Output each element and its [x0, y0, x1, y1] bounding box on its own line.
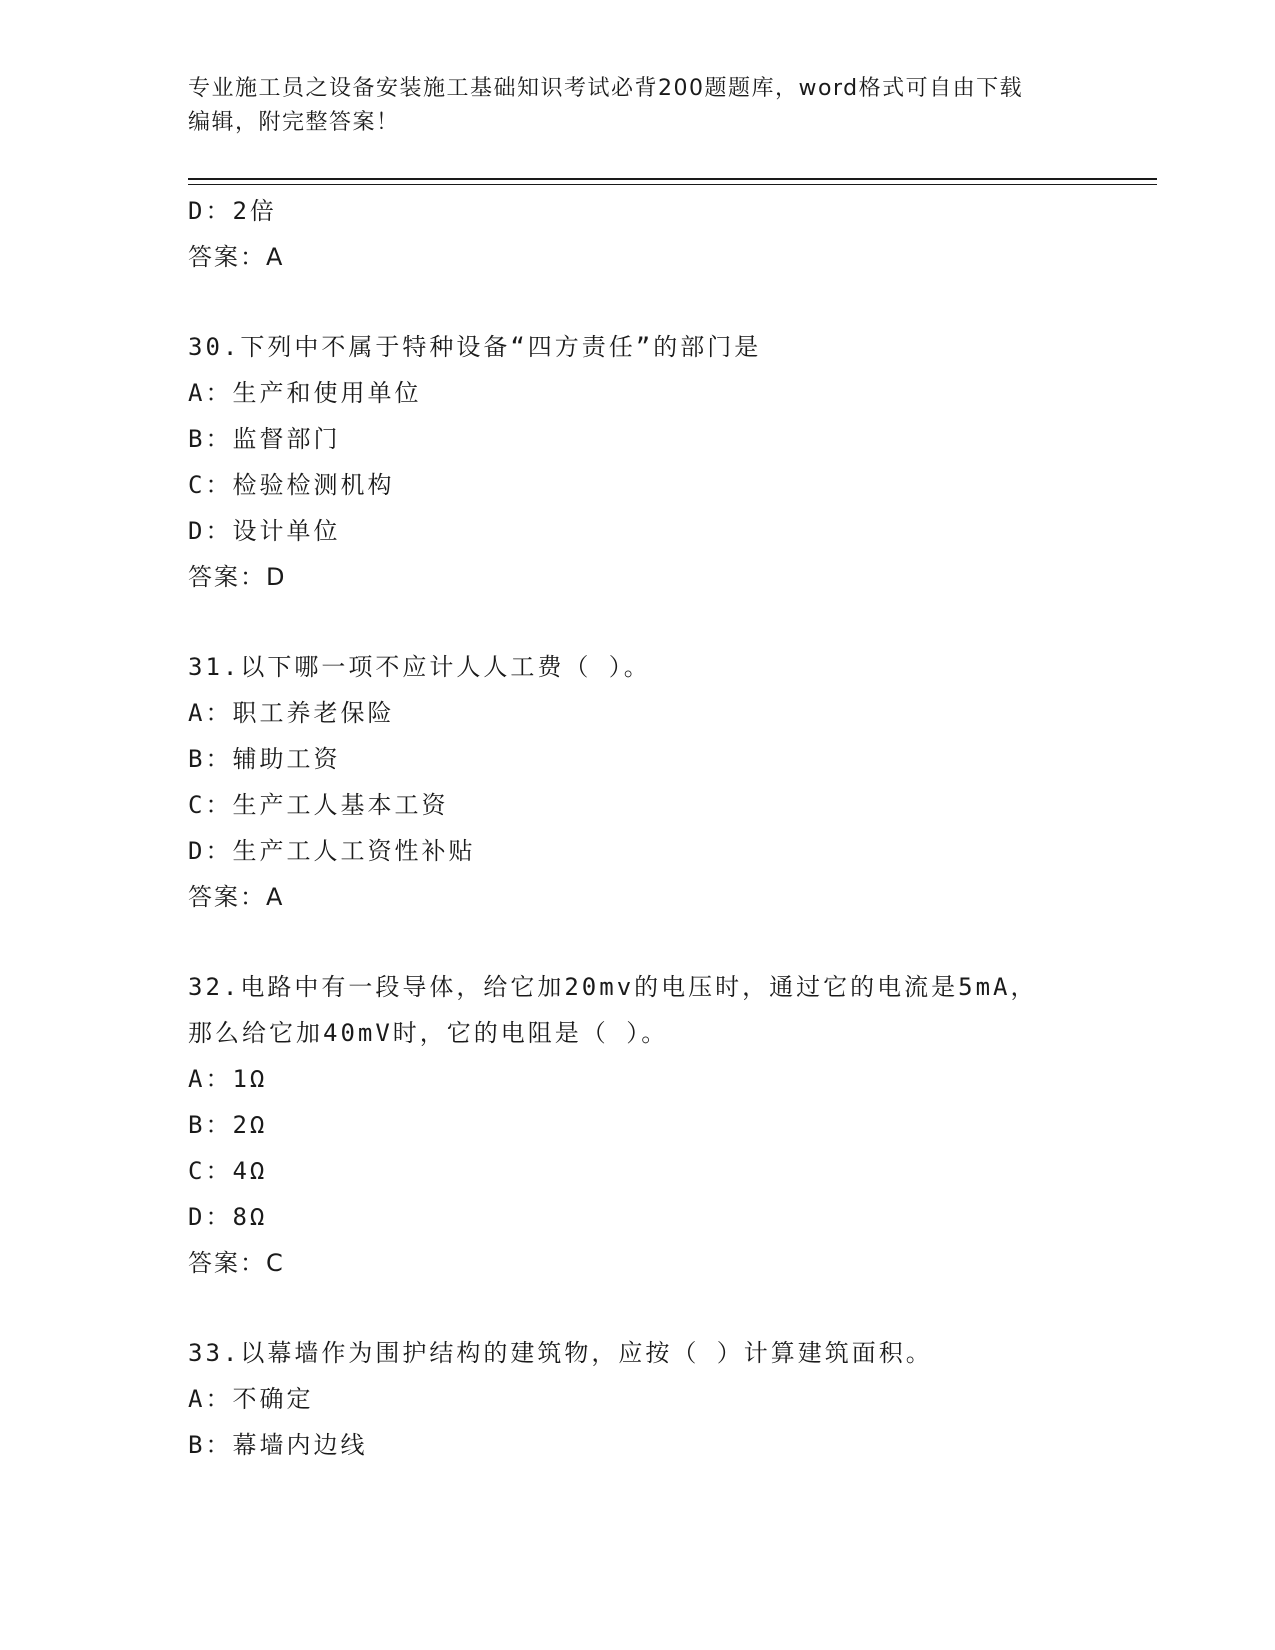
- option-a: A：不确定: [188, 1385, 314, 1413]
- option-b: B：2Ω: [188, 1111, 268, 1139]
- spacer: [188, 1286, 1157, 1330]
- option-d: D：生产工人工资性补贴: [188, 837, 476, 865]
- spacer: [188, 600, 1157, 644]
- prev-question-answer: 答案：A: [188, 243, 285, 271]
- prev-question-option-d: D：2倍: [188, 197, 277, 225]
- option-a: A：1Ω: [188, 1065, 268, 1093]
- question-stem: 31.以下哪一项不应计人人工费（ ）。: [188, 653, 651, 681]
- header-title-line-1: 专业施工员之设备安装施工基础知识考试必背200题题库，word格式可自由下载: [188, 76, 1024, 101]
- answer: 答案：A: [188, 883, 285, 911]
- question-block-32: [188, 964, 1157, 1286]
- option-b: B：幕墙内边线: [188, 1431, 368, 1459]
- option-c: C：生产工人基本工资: [188, 791, 449, 819]
- answer: 答案：C: [188, 1249, 285, 1277]
- option-d: D：设计单位: [188, 517, 341, 545]
- spacer: [188, 280, 1157, 324]
- question-block-30: [188, 324, 1157, 600]
- option-c: C：4Ω: [188, 1157, 268, 1185]
- spacer: [188, 920, 1157, 964]
- question-block-31: [188, 644, 1157, 920]
- header-divider-thick: [188, 178, 1157, 180]
- question-block-33: [188, 1330, 1157, 1468]
- option-d: D：8Ω: [188, 1203, 268, 1231]
- document-header: [188, 72, 1068, 140]
- header-title-line-2: 编辑，附完整答案！: [188, 110, 400, 135]
- option-a: A：职工养老保险: [188, 699, 395, 727]
- question-stem: 33.以幕墙作为围护结构的建筑物，应按（ ）计算建筑面积。: [188, 1339, 933, 1367]
- header-divider-thin: [188, 184, 1157, 185]
- option-b: B：辅助工资: [188, 745, 341, 773]
- question-stem-line-1: 32.电路中有一段导体，给它加20mv的电压时，通过它的电流是5mA，: [188, 973, 1038, 1001]
- question-stem: 30.下列中不属于特种设备“四方责任”的部门是: [188, 333, 762, 361]
- answer: 答案：D: [188, 563, 287, 591]
- question-stem-line-2: 那么给它加40mV时，它的电阻是（ ）。: [188, 1019, 669, 1047]
- question-list: [188, 188, 1157, 1468]
- option-a: A：生产和使用单位: [188, 379, 422, 407]
- option-b: B：监督部门: [188, 425, 341, 453]
- option-c: C：检验检测机构: [188, 471, 395, 499]
